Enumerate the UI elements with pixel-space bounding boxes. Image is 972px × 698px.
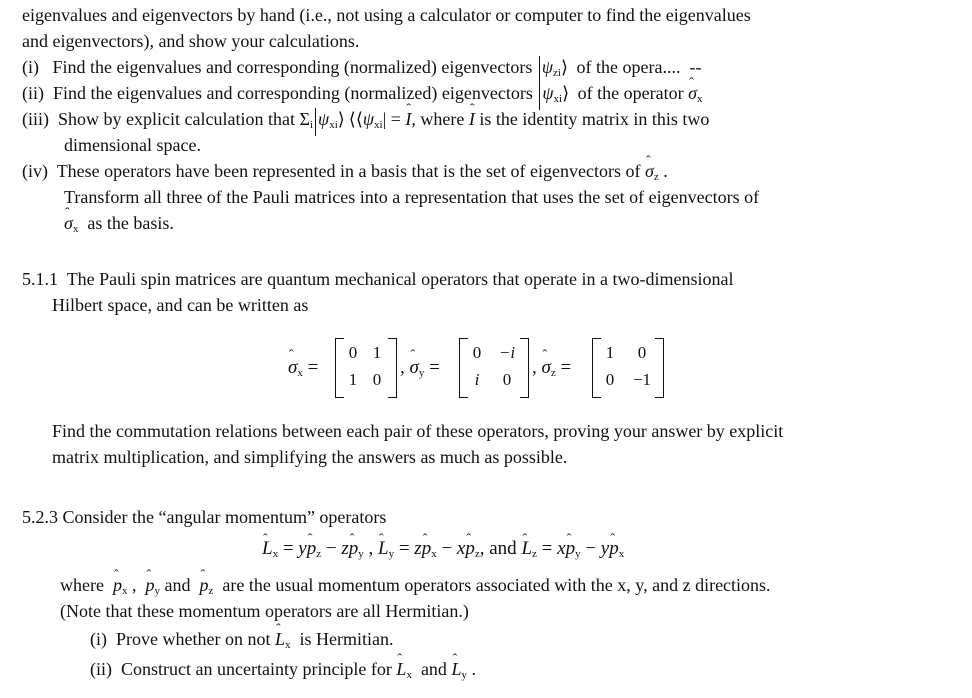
part-iv: (iv) These operators have been represented in a basis that is the set of eigenvectors of σ ˆ$_z$ .	[22, 160, 668, 188]
part-iii-number: (iii)	[22, 109, 49, 129]
sigma-z-symbol: σ ˆ	[645, 160, 654, 182]
matrix-cell: −1	[632, 370, 652, 389]
part-ii-text: Find the eigenvalues and corresponding (normalized) eigenvectors	[53, 83, 533, 103]
part-ii: (ii) Find the eigenvalues and corresponding (normalized) eigenvectors $\psi_{xi}$ ⟩ of the operator σ ˆ$_x$	[22, 82, 702, 110]
matrix-cell: 0	[472, 343, 482, 362]
matrix-cell: 0	[605, 370, 615, 389]
ket-psi-z: $\psi_{zi}$ ⟩	[539, 56, 570, 84]
part-i-tail: of the opera	[576, 57, 663, 77]
problem-523-i-number: (i)	[90, 629, 107, 649]
matrix-cell: 1	[605, 343, 615, 362]
part-iv-text: These operators have been represented in a basis that is the set of eigenvectors of	[56, 161, 641, 181]
matrix-sigma-y	[459, 338, 529, 396]
ket-psi-x: $\psi_{xi}$ ⟩	[539, 82, 571, 110]
problem-523-part-ii: (ii) Construct an uncertainty principle for L ˆ$_x$ and L ˆ$_y$ .	[90, 658, 476, 686]
problem-511-task-2: matrix multiplication, and simplifying the answers as much as possible.	[52, 447, 568, 467]
sigma-x-symbol: σ ˆ	[688, 82, 697, 104]
part-ii-tail: of the operator	[577, 83, 684, 103]
part-iv-line-2: Transform all three of the Pauli matrices into a representation that uses the set of eigenvectors of	[64, 187, 760, 207]
part-iv-number: (iv)	[22, 161, 48, 181]
matrix-cell: 0	[502, 370, 512, 389]
matrix-cell: 0	[637, 343, 647, 362]
part-i: (i) Find the eigenvalues and corresponding (normalized) eigenvectors $\psi_{zi}$ ⟩ of the opera.... --	[22, 56, 701, 84]
sum-expression: $\Sigma_i$ $\psi_{xi}$ ⟩⟨ $⟨\psi_{xi}| = I$ ˆ	[299, 109, 411, 129]
intro-line-1: eigenvalues and eigenvectors by hand (i.e., not using a calculator or computer to find the eigenvalues	[22, 5, 751, 25]
problem-523-heading	[22, 506, 386, 528]
part-i-text: Find the eigenvalues and corresponding (normalized) eigenvectors	[52, 57, 533, 77]
part-iii	[22, 108, 709, 136]
part-iii-line-2: dimensional space.	[64, 135, 201, 155]
sigma-x-symbol-2: σ ˆ	[64, 212, 73, 234]
problem-523-note: (Note that these momentum operators are all Hermitian.)	[60, 601, 469, 621]
matrix-sigma-z	[592, 338, 664, 396]
matrix-cell: −i	[498, 343, 516, 362]
problem-523-number: 5.2.3	[22, 507, 58, 527]
part-ii-number: (ii)	[22, 83, 44, 103]
where-text: are the usual momentum operators associated with the x, y, and z directions.	[222, 575, 771, 595]
intro-line-2: and eigenvectors), and show your calculations.	[22, 31, 360, 51]
problem-523-ii-and: and	[420, 659, 447, 679]
sigma-y-label: , σ ˆ$_y$ =	[400, 357, 440, 379]
problem-523-heading-text: Consider the “angular momentum” operators	[62, 507, 387, 527]
matrix-cell: 1	[348, 370, 358, 389]
matrix-cell: i	[474, 370, 480, 389]
problem-511-number: 5.1.1	[22, 269, 58, 289]
part-iii-text: Show by explicit calculation that	[58, 109, 295, 129]
part-iii-mid: , where	[411, 109, 465, 129]
problem-511-line-1	[22, 268, 733, 290]
problem-511-task-1: Find the commutation relations between each pair of these operators, proving your answer by explicit	[52, 421, 784, 441]
part-i-number: (i)	[22, 57, 39, 77]
matrix-sigma-x	[335, 338, 397, 396]
problem-511-line-2: Hilbert space, and can be written as	[52, 295, 309, 315]
part-iv-line-3-text: as the basis.	[87, 213, 174, 233]
sigma-z-label: , σ ˆ$_z$ =	[532, 357, 571, 379]
matrix-cell: 1	[372, 343, 382, 362]
sigma-x-label: σ ˆ$_x$ =	[288, 357, 318, 379]
matrix-cell: 0	[372, 370, 382, 389]
problem-523-i-tail: is Hermitian.	[299, 629, 394, 649]
identity-symbol: I ˆ	[469, 108, 475, 130]
problem-523-ii-number: (ii)	[90, 659, 112, 679]
part-iii-tail: is the identity matrix in this two	[479, 109, 710, 129]
angular-momentum-equations: L ˆ$_x$ = yp ˆ$_z$ − zp ˆ$_y$ , L ˆ$_y$ = zp ˆ$_x$ − xp ˆ$_z$, and L ˆ$_z$ = xp ˆ$_y$ − yp ˆ$_x$	[262, 538, 624, 565]
matrix-cell: 0	[348, 343, 358, 362]
problem-523-ii-text: Construct an uncertainty principle for	[121, 659, 392, 679]
problem-523-i-text: Prove whether on not	[116, 629, 271, 649]
part-iv-line-3: σ ˆ$_x$ as the basis.	[64, 212, 174, 240]
problem-523-part-i: (i) Prove whether on not L ˆ$_x$ is Hermitian.	[90, 628, 393, 656]
problem-511-text: The Pauli spin matrices are quantum mechanical operators that operate in a two-dimensional	[66, 269, 734, 289]
problem-523-where: where p ˆ$_x$ , p ˆ$_y$ and p ˆ$_z$ are the usual momentum operators associated with the x, y, and z directions.	[60, 574, 771, 602]
eq-and: , and	[479, 538, 517, 559]
